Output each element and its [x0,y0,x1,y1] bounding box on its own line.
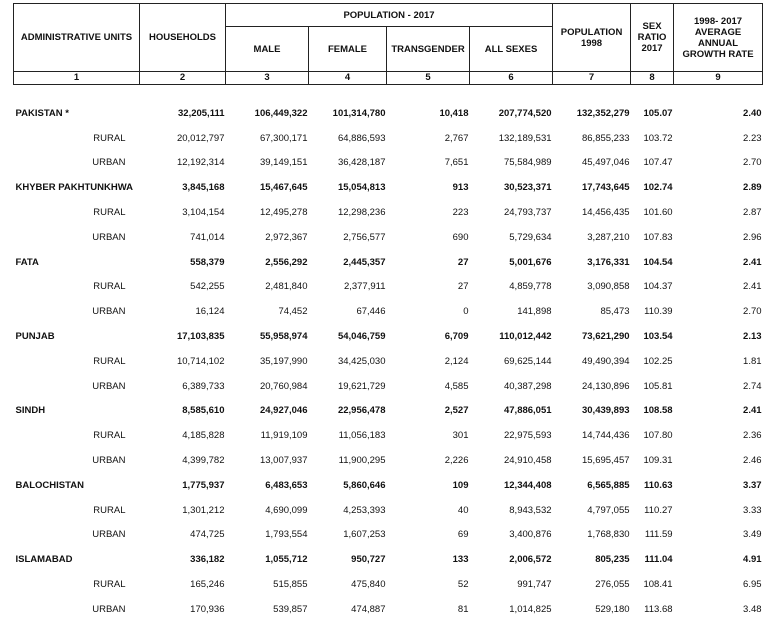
growth-rate-cell: 3.48 [743,603,762,615]
households-cell: 1,775,937 [182,479,225,491]
sex-ratio-cell: 109.31 [643,455,673,467]
table-row-area [14,423,763,448]
table-row-area [14,151,763,176]
sex-ratio-cell: 108.58 [643,405,673,417]
all-sexes-cell: 5,729,634 [509,231,552,243]
sex-ratio-cell: 105.07 [643,107,673,119]
table-row-area [14,275,763,300]
population-1998-cell: 4,797,055 [587,504,630,516]
growth-rate-cell: 2.40 [743,107,762,119]
growth-rate-cell: 2.23 [743,132,762,144]
female-cell: 54,046,759 [337,331,386,343]
column-number: 9 [674,72,763,85]
population-census-table [13,3,763,622]
all-sexes-cell: 991,747 [517,579,552,591]
all-sexes-cell: 8,943,532 [509,504,552,516]
header-spacer [14,85,763,102]
female-cell: 19,621,729 [337,380,386,392]
households-cell: 17,103,835 [176,331,225,343]
female-cell: 67,446 [356,306,386,318]
population-1998-cell: 17,743,645 [581,182,630,194]
table-row-province [14,175,763,200]
all-sexes-cell: 24,910,458 [503,455,552,467]
header-households: HOUSEHOLDS [140,4,226,72]
male-cell: 67,300,171 [259,132,308,144]
sex-ratio-cell: 110.27 [644,504,673,516]
growth-rate-cell: 2.46 [743,455,762,467]
population-1998-cell: 14,456,435 [581,207,630,219]
unit-label: URBAN [92,529,126,541]
households-cell: 6,389,733 [182,380,225,392]
male-cell: 2,556,292 [265,256,308,268]
table-row-area [14,225,763,250]
unit-label: RURAL [93,132,126,144]
households-cell: 12,192,314 [176,157,225,169]
population-1998-cell: 805,235 [595,554,630,566]
population-1998-cell: 45,497,046 [581,157,630,169]
households-cell: 1,301,212 [182,504,225,516]
table-row-area [14,597,763,622]
female-cell: 36,428,187 [337,157,386,169]
table-row-area [14,299,763,324]
unit-label: RURAL [93,355,126,367]
unit-label: SINDH [15,405,46,417]
population-1998-cell: 1,768,830 [587,529,630,541]
table-row-area [14,498,763,523]
population-1998-cell: 15,695,457 [581,455,630,467]
transgender-cell: 52 [457,579,469,591]
transgender-cell: 133 [452,554,469,566]
sex-ratio-cell: 107.83 [643,231,673,243]
growth-rate-cell: 2.70 [743,306,762,318]
population-1998-cell: 3,090,858 [587,281,630,293]
transgender-cell: 913 [452,182,469,194]
unit-label: URBAN [92,380,126,392]
transgender-cell: 40 [457,504,469,516]
female-cell: 64,886,593 [337,132,386,144]
all-sexes-cell: 207,774,520 [498,107,552,119]
table-row-area [14,523,763,548]
unit-label: RURAL [93,281,126,293]
male-cell: 2,972,367 [265,231,308,243]
male-cell: 2,481,840 [265,281,308,293]
transgender-cell: 0 [463,306,469,318]
population-1998-cell: 85,473 [600,306,630,318]
population-1998-cell: 3,287,210 [587,231,630,243]
header-male: MALE [226,27,309,72]
female-cell: 950,727 [351,554,386,566]
sex-ratio-cell: 102.74 [643,182,673,194]
unit-label: URBAN [92,157,126,169]
transgender-cell: 690 [452,231,469,243]
header-transgender: TRANSGENDER [387,27,470,72]
transgender-cell: 27 [457,256,469,268]
households-cell: 741,014 [190,231,225,243]
male-cell: 39,149,151 [259,157,308,169]
sex-ratio-cell: 108.41 [643,579,673,591]
all-sexes-cell: 2,006,572 [509,554,552,566]
transgender-cell: 301 [452,430,469,442]
table-row-province [14,101,763,126]
growth-rate-cell: 2.13 [743,331,762,343]
households-cell: 558,379 [190,256,225,268]
sex-ratio-cell: 105.81 [643,380,673,392]
sex-ratio-cell: 104.37 [643,281,673,293]
sex-ratio-cell: 107.80 [643,430,673,442]
unit-label: ISLAMABAD [15,554,73,566]
all-sexes-cell: 22,975,593 [503,430,552,442]
sex-ratio-cell: 101.60 [643,207,673,219]
population-1998-cell: 14,744,436 [581,430,630,442]
growth-rate-cell: 3.49 [743,529,762,541]
female-cell: 11,900,295 [338,455,386,467]
column-number: 8 [631,72,674,85]
table-header [14,4,763,102]
unit-label: URBAN [92,306,126,318]
transgender-cell: 7,651 [444,157,469,169]
female-cell: 5,860,646 [343,479,386,491]
table-row-province [14,324,763,349]
column-number: 6 [470,72,553,85]
header-female: FEMALE [309,27,387,72]
all-sexes-cell: 69,625,144 [503,355,552,367]
growth-rate-cell: 3.37 [743,479,762,491]
female-cell: 12,298,236 [337,207,386,219]
transgender-cell: 2,527 [444,405,469,417]
male-cell: 15,467,645 [259,182,308,194]
transgender-cell: 2,226 [444,455,469,467]
growth-rate-cell: 2.36 [743,430,762,442]
population-1998-cell: 24,130,896 [581,380,630,392]
male-cell: 515,855 [273,579,308,591]
unit-label: BALOCHISTAN [15,479,84,491]
households-cell: 16,124 [195,306,225,318]
unit-label: KHYBER PAKHTUNKHWA [15,182,134,194]
header-growth-rate: 1998- 2017 AVERAGE ANNUAL GROWTH RATE [674,4,763,72]
growth-rate-cell: 2.41 [743,256,762,268]
sex-ratio-cell: 104.54 [643,256,673,268]
table-row-area [14,374,763,399]
unit-label: PAKISTAN * [15,107,69,119]
male-cell: 11,919,109 [260,430,308,442]
all-sexes-cell: 3,400,876 [509,529,552,541]
female-cell: 1,607,253 [343,529,386,541]
header-admin-units: ADMINISTRATIVE UNITS [14,4,140,72]
column-number: 5 [387,72,470,85]
sex-ratio-cell: 102.25 [643,355,673,367]
population-1998-cell: 30,439,893 [581,405,630,417]
growth-rate-cell: 2.74 [743,380,762,392]
population-1998-cell: 6,565,885 [587,479,630,491]
unit-label: URBAN [92,231,126,243]
all-sexes-cell: 24,793,737 [503,207,552,219]
growth-rate-cell: 2.70 [743,157,762,169]
column-number: 2 [140,72,226,85]
households-cell: 336,182 [190,554,225,566]
population-1998-cell: 86,855,233 [581,132,630,144]
population-1998-cell: 132,352,279 [576,107,630,119]
table-row-area [14,349,763,374]
column-number: 7 [553,72,631,85]
male-cell: 106,449,322 [254,107,308,119]
growth-rate-cell: 2.96 [743,231,762,243]
all-sexes-cell: 30,523,371 [503,182,552,194]
table-row-province [14,250,763,275]
transgender-cell: 2,767 [444,132,469,144]
header-population-1998: POPULATION 1998 [553,4,631,72]
transgender-cell: 223 [452,207,469,219]
transgender-cell: 6,709 [444,331,469,343]
sex-ratio-cell: 103.72 [643,132,673,144]
transgender-cell: 69 [457,529,469,541]
all-sexes-cell: 40,387,298 [503,380,552,392]
table-row-area [14,572,763,597]
female-cell: 101,314,780 [332,107,386,119]
households-cell: 10,714,102 [176,355,225,367]
all-sexes-cell: 47,886,051 [503,405,552,417]
transgender-cell: 81 [457,603,469,615]
transgender-cell: 2,124 [444,355,469,367]
unit-label: RURAL [93,504,126,516]
male-cell: 74,452 [278,306,308,318]
population-1998-cell: 49,490,394 [581,355,630,367]
column-number: 4 [309,72,387,85]
sex-ratio-cell: 111.04 [644,554,673,566]
population-1998-cell: 276,055 [595,579,630,591]
households-cell: 4,399,782 [182,455,225,467]
growth-rate-cell: 2.41 [743,281,762,293]
unit-label: RURAL [93,579,126,591]
unit-label: URBAN [92,455,126,467]
unit-label: URBAN [92,603,126,615]
header-all-sexes: ALL SEXES [470,27,553,72]
all-sexes-cell: 141,898 [517,306,552,318]
growth-rate-cell: 1.81 [743,355,762,367]
male-cell: 4,690,099 [265,504,308,516]
female-cell: 22,956,478 [337,405,386,417]
all-sexes-cell: 75,584,989 [503,157,552,169]
population-1998-cell: 529,180 [595,603,630,615]
all-sexes-cell: 110,012,442 [499,331,552,343]
female-cell: 2,445,357 [343,256,386,268]
households-cell: 32,205,111 [178,107,225,119]
unit-label: FATA [15,256,39,268]
growth-rate-cell: 3.33 [743,504,762,516]
male-cell: 35,197,990 [259,355,308,367]
table-row-area [14,448,763,473]
header-sex-ratio: SEX RATIO 2017 [631,4,674,72]
male-cell: 24,927,046 [259,405,308,417]
male-cell: 20,760,984 [259,380,308,392]
female-cell: 474,887 [351,603,386,615]
unit-label: RURAL [93,430,126,442]
table-row-province [14,399,763,424]
growth-rate-cell: 2.41 [743,405,762,417]
column-number-row [14,72,763,85]
female-cell: 2,377,911 [343,281,386,293]
households-cell: 165,246 [190,579,225,591]
growth-rate-cell: 2.87 [743,207,762,219]
unit-label: PUNJAB [15,331,55,343]
column-number: 3 [226,72,309,85]
column-number: 1 [14,72,140,85]
female-cell: 15,054,813 [337,182,386,194]
all-sexes-cell: 1,014,825 [509,603,552,615]
sex-ratio-cell: 113.68 [644,603,673,615]
all-sexes-cell: 12,344,408 [503,479,552,491]
transgender-cell: 109 [452,479,469,491]
all-sexes-cell: 5,001,676 [509,256,552,268]
transgender-cell: 4,585 [444,380,469,392]
all-sexes-cell: 132,189,531 [498,132,552,144]
households-cell: 474,725 [190,529,225,541]
table-body [14,101,763,622]
table-row-area [14,200,763,225]
female-cell: 2,756,577 [343,231,386,243]
sex-ratio-cell: 110.39 [644,306,673,318]
growth-rate-cell: 4.91 [743,554,762,566]
female-cell: 4,253,393 [343,504,386,516]
population-1998-cell: 73,621,290 [581,331,630,343]
table-row-province [14,547,763,572]
table-row-area [14,126,763,151]
table-row-province [14,473,763,498]
sex-ratio-cell: 110.63 [643,479,673,491]
households-cell: 3,104,154 [182,207,225,219]
male-cell: 12,495,278 [259,207,308,219]
growth-rate-cell: 2.89 [743,182,762,194]
female-cell: 34,425,030 [337,355,386,367]
transgender-cell: 27 [457,281,469,293]
households-cell: 4,185,828 [182,430,225,442]
all-sexes-cell: 4,859,778 [509,281,552,293]
households-cell: 8,585,610 [182,405,225,417]
households-cell: 170,936 [190,603,225,615]
households-cell: 20,012,797 [176,132,225,144]
male-cell: 1,793,554 [265,529,308,541]
female-cell: 11,056,183 [338,430,386,442]
female-cell: 475,840 [351,579,386,591]
sex-ratio-cell: 103.54 [643,331,673,343]
unit-label: RURAL [93,207,126,219]
header-population-2017: POPULATION - 2017 [226,4,553,27]
sex-ratio-cell: 111.59 [644,529,673,541]
transgender-cell: 10,418 [439,107,469,119]
male-cell: 55,958,974 [259,331,308,343]
households-cell: 542,255 [190,281,225,293]
male-cell: 539,857 [273,603,308,615]
households-cell: 3,845,168 [182,182,225,194]
growth-rate-cell: 6.95 [743,579,762,591]
population-1998-cell: 3,176,331 [587,256,630,268]
male-cell: 6,483,653 [265,479,308,491]
male-cell: 13,007,937 [259,455,308,467]
male-cell: 1,055,712 [265,554,308,566]
sex-ratio-cell: 107.47 [643,157,673,169]
